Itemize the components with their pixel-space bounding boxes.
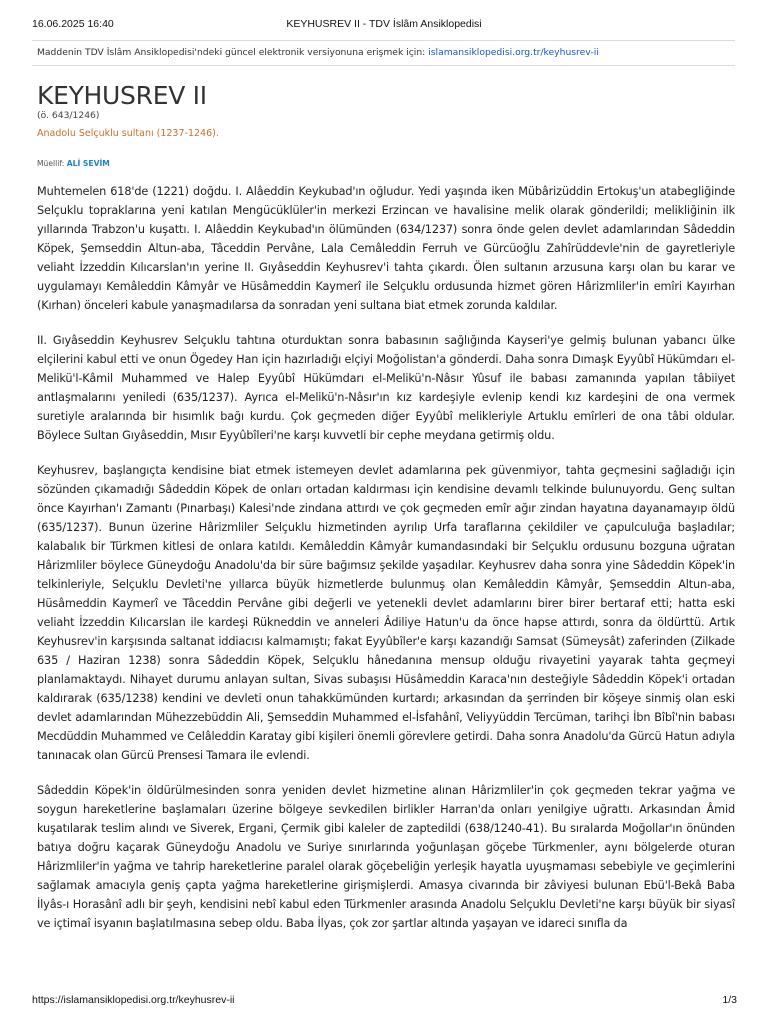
article-link[interactable]: islamansiklopedisi.org.tr/keyhusrev-ii <box>428 47 599 58</box>
author-label: Müellif: <box>37 159 67 168</box>
author-name[interactable]: ALİ SEVİM <box>66 159 110 168</box>
article-subtitle: Anadolu Selçuklu sultanı (1237-1246). <box>37 128 219 139</box>
article-title: KEYHUSREV II <box>37 81 207 110</box>
article-body <box>37 182 735 949</box>
print-page-title: KEYHUSREV II - TDV İslâm Ansiklopedisi <box>286 18 482 30</box>
print-url: https://islamansiklopedisi.org.tr/keyhusrev-ii <box>32 994 235 1006</box>
notice-text: Maddenin TDV İslâm Ansiklopedisi'ndeki güncel elektronik versiyonuna erişmek için: <box>37 47 429 58</box>
print-footer <box>0 994 768 1024</box>
paragraph: Sâdeddin Köpek'in öldürülmesinden sonra yeniden devlet hizmetine alınan Hârizmliler'in çok geçmeden tekrar yağma ve soygun hareketlerine başlamaları üzerine bölgeye sevkedilen birlikler Harran'da onları yenilgiye uğrattı. Arkasından Âmid kuşatılarak teslim alındı ve Siverek, Ergani, Çermik gibi kaleler de zaptedildi (638/1240-41). Bu sıralarda Moğollar'ın önünden batıya doğru kaçarak Güneydoğu Anadolu ve Suriye sınırlarında yoğunlaşan göçebe Türkmenler, aynı bölgelerde oturan Hârizmliler'in yağma ve tahrip hareketlerine paralel olarak göçebeliğin yerleşik hayatla uyuşmaması sebebiyle ve geçimlerini sağlamak amacıyla geniş çapta yağma hareketlerine girişmişlerdi. Amasya civarında bir zâviyesi bulunan Ebü'l-Bekâ Baba İlyâs-ı Horasânî adlı bir şeyh, kendisini nebî kabul eden Türkmenler arasında Anadolu Selçuklu Devleti'ne karşı büyük bir siyasî ve içtimaî isyanın başlatılmasına sebep oldu. Baba İlyas, çok zor şartlar altında yaşayan ve idareci sınıfla da <box>37 784 735 930</box>
article-dates: (ö. 643/1246) <box>37 110 100 121</box>
paragraph: Keyhusrev, başlangıçta kendisine biat etmek istemeyen devlet adamlarına pek güvenmiyor, tahta geçmesini sağladığı için sözünden çıkamadığı Sâdeddin Köpek de onları ortadan kaldırması için kendisine devamlı telkinde bulunuyordu. Genç sultan önce Kayırhan'ı Zamantı (Pınarbaşı) Kalesi'nde zindana attırdı ve çok geçmeden emîr ağır zindan hayatına dayanamayıp öldü (635/1237). Bunun üzerine Hârizmliler Selçuklu hizmetinden ayrılıp Urfa taraflarına çekildiler ve çapulculuğa başladılar; kalabalık bir Türkmen kitlesi de onlara katıldı. Kemâleddin Kâmyâr kumandasındaki bir Selçuklu ordusunu bozguna uğratan Hârizmliler böylece Güneydoğu Anadolu'da bir süre bağımsız şekilde yaşadılar. Keyhusrev daha sonra yine Sâdeddin Köpek'in telkinleriyle, Selçuklu Devleti'ne yıllarca büyük hizmetlerde bulunmuş olan Kemâleddin Kâmyâr, Şemseddin Altun-aba, Hüsâmeddin Kaymerî ve Tâceddin Pervâne gibi değerli ve yetenekli devlet adamlarını birer birer bertaraf etti; hatta eski veliaht İzzeddin Kılıcarslan ile kardeşi Rükneddin ve anneleri Âdiliye Hatun'u da önce hapse attırdı, sonra da öldürttü. Artık Keyhusrev'in karşısında saltanat iddiacısı kalmamıştı; fakat Eyyûbîler'e karşı kazandığı Samsat (Sümeysât) zaferinden (Zilkade 635 / Haziran 1238) sonra Sâdeddin Köpek, Selçuklu hânedanına mensup olduğu rivayetini yayarak tahta geçmeyi planlamaktaydı. Nihayet durumu anlayan sultan, Sivas subaşısı Hüsâmeddin Karaca'nın desteğiyle Sâdeddin Köpek'i ortadan kaldırarak (635/1238) kendini ve devleti onun tahakkümünden kurtardı; arkasından da şerrinden bir köşeye sinmiş olan eski devlet adamlarından Mühezzebüddin Ali, Şemseddin Muhammed el-İsfahânî, Veliyyüddin Tercüman, tarihçi İbn Bîbî'nin babası Mecdüddin Muhammed ve Celâleddin Karatay gibi kişileri önemli görevlere getirdi. Daha sonra Anadolu'da Gürcü Hatun adıyla tanınacak olan Gürcü Prensesi Tamara ile evlendi. <box>37 464 735 762</box>
paragraph: II. Gıyâseddin Keyhusrev Selçuklu tahtına oturduktan sonra babasının sağlığında Kayseri'ye gelmiş bulunan yabancı ülke elçilerini kabul etti ve onun Ögedey Han için hazırladığı elçiyi Moğolistan'a gönderdi. Daha sonra Dımaşk Eyyûbî Hükümdarı el-Melikü'l-Kâmil Muhammed ve Halep Eyyûbî Hükümdarı el-Melikü'n-Nâsır Yûsuf ile babası zamanında yapılan tâbiiyet antlaşmalarını yeniledi (635/1237). Ayrıca el-Melikü'n-Nâsır'ın kız kardeşiyle evlenip kendi kız kardeşini de ona vermek suretiyle aralarında bir hısımlık bağı kurdu. Çok geçmeden diğer Eyyûbî melikleriyle Artuklu emîrleri de ona tâbi oldular. Böylece Sultan Gıyâseddin, Mısır Eyyûbîleri'ne karşı kuvvetli bir cephe meydana getirmiş oldu. <box>37 334 735 442</box>
author-line <box>37 159 110 168</box>
paragraph: Muhtemelen 618'de (1221) doğdu. I. Alâeddin Keykubad'ın oğludur. Yedi yaşında iken Mübârizüddin Ertokuş'un atabegliğinde Selçuklu topraklarına yeni katılan Mengücüklüler'in merkezi Erzincan ve havalisine melik olarak gönderildi; melikliğinin ilk yıllarında Trabzon'u kuşattı. I. Alâeddin Keykubad'ın ölümünden (634/1237) sonra önde gelen devlet adamlarından Sâdeddin Köpek, Şemseddin Altun-aba, Tâceddin Pervâne, Lala Cemâleddin Ferruh ve Gürcüoğlu Zahîrüddevle'nin de gayretleriyle veliaht İzzeddin Kılıcarslan'ın yerine II. Gıyâseddin Keyhusrev'i tahta çıkardı. Ölen sultanın arzusuna karşı olan bu karar ve uygulamayı Kemâleddin Kâmyâr ve Hüsâmeddin Kaymerî ile Selçuklu ordusunda hizmet gören Hârizmliler'in emîri Kayırhan (Kırhan) önceleri kabule yanaşmadılarsa da sonradan yeni sultana biat etmek zorunda kaldılar. <box>37 185 735 312</box>
print-date: 16.06.2025 16:40 <box>32 18 114 30</box>
page-number: 1/3 <box>722 994 737 1006</box>
print-header <box>0 0 768 40</box>
electronic-version-notice <box>32 40 735 66</box>
